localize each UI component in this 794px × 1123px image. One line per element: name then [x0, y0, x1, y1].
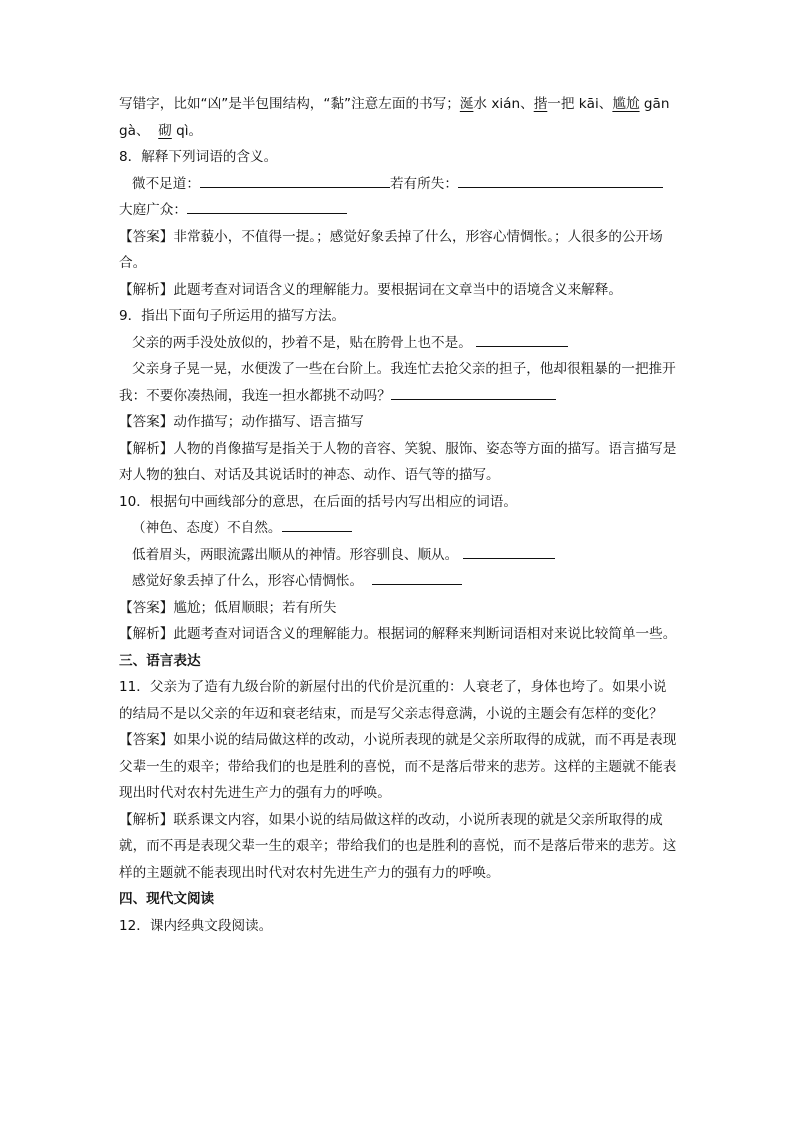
word-xian-pinyin: 水 xián、: [473, 96, 534, 112]
q9-analysis-text: 人物的肖像描写是指关于人物的音容、笑貌、服饰、姿态等方面的描写。语言描写是对人物的独白、对话及其说话时的神态、动作、语气等的描写。: [119, 440, 677, 483]
q8-term2: 若有所失：: [389, 175, 458, 192]
q8-terms-row: [119, 171, 679, 198]
q11-answer: [119, 727, 679, 807]
q11-analysis: [119, 807, 679, 887]
word-kai-pinyin: 一把 kāi、: [547, 96, 613, 112]
q9-s1-text: 父亲的两手没处放似的，抄着不是，贴在胯骨上也不是。: [132, 334, 472, 351]
analysis-tag: 【解析】: [119, 626, 174, 642]
word-qi-pinyin: qì。: [171, 122, 203, 139]
q8-blank2[interactable]: [458, 173, 663, 188]
q10-stem: 10．根据句中画线部分的意思，在后面的括号内写出相应的词语。: [119, 493, 517, 510]
q10-answer-text: 尴尬；低眉顺眼；若有所失: [173, 599, 337, 616]
q10-s1-text: （神色、态度）不自然。: [132, 520, 282, 536]
word-ganga: 尴尬: [612, 96, 640, 112]
document-page: [119, 91, 679, 939]
answer-tag: 【答案】: [119, 732, 174, 748]
q10-s3-text: 感觉好象丢掉了什么，形容心情惆怅。: [132, 573, 364, 589]
q10-sentence3: [119, 568, 679, 595]
q8-blank3[interactable]: [187, 199, 347, 214]
q9-s2-text: 父亲身子晃一晃，水便泼了一些在台阶上。我连忙去抢父亲的担子，他却很粗暴的一把推开我：不要你凑热闹，我连一担水都挑不动吗？: [119, 361, 676, 404]
q9-analysis: [119, 436, 679, 489]
word-kai: 揩: [533, 96, 548, 112]
word-qi: 砌: [158, 122, 172, 139]
q10-analysis: [119, 621, 679, 648]
q8-answer: [119, 224, 679, 277]
analysis-tag: 【解析】: [119, 811, 174, 828]
q8-term3-row: [119, 197, 679, 224]
q9-blank2[interactable]: [391, 385, 556, 400]
section-heading-4: 四、现代文阅读: [119, 891, 215, 907]
q9-sentence2: [119, 356, 679, 409]
q11-analysis-text: 联系课文内容，如果小说的结局做这样的改动，小说所表现的就是父亲所取得的成就，而不再是表现父辈一生的艰辛；带给我们的也是胜利的喜悦，而不是落后带来的悲芳。这样的主题就不能表现出时代对农村先进生产力的强有力的呼唤。: [119, 811, 677, 881]
q9-answer: [119, 409, 679, 436]
intro-text: 写错字，比如“凶”是半包围结构，“黏”注意左面的书写；: [119, 96, 460, 112]
word-xian: 涎: [459, 96, 474, 112]
analysis-tag: 【解析】: [119, 440, 174, 457]
q10-blank1[interactable]: [282, 517, 352, 532]
q9-sentence1: [119, 330, 679, 357]
q9-blank1[interactable]: [476, 332, 568, 347]
q10-analysis-text: 此题考查对词语含义的理解能力。根据词的解释来判断词语相对来说比较简单一些。: [173, 626, 677, 642]
q11-stem: 11．父亲为了造有九级台阶的新屋付出的代价是沉重的：人衰老了，身体也垮了。如果小说的结局不是以父亲的年迈和衰老结束，而是写父亲志得意满，小说的主题会有怎样的变化？: [119, 679, 667, 722]
q8-term1: 微不足道：: [132, 175, 200, 192]
section-heading-3: 三、语言表达: [119, 652, 201, 669]
word-ganga-pinyin-cont: gà、: [119, 122, 150, 139]
answer-tag: 【答案】: [119, 228, 174, 245]
q9-answer-text: 动作描写；动作描写、语言描写: [173, 414, 364, 430]
q8-blank1[interactable]: [200, 173, 390, 188]
q9-stem: 9．指出下面句子所运用的描写方法。: [119, 308, 346, 324]
q10-blank2[interactable]: [463, 544, 555, 559]
q10-answer: [119, 595, 679, 622]
word-ganga-pinyin: gān: [639, 96, 670, 112]
q8-stem: 8．解释下列词语的含义。: [119, 149, 278, 165]
q8-analysis-text: 此题考查对词语含义的理解能力。要根据词在文章当中的语境含义来解释。: [173, 281, 622, 298]
q10-blank3[interactable]: [372, 570, 462, 585]
analysis-tag: 【解析】: [119, 281, 174, 298]
q8-answer-text: 非常藐小，不值得一提。；感觉好象丢掉了什么，形容心情惆怅。；人很多的公开场合。: [119, 228, 663, 271]
q10-sentence1: [119, 515, 679, 542]
q10-s2-text: 低着眉头，两眼流露出顺从的神情。形容驯良、顺从。: [132, 546, 459, 563]
q11-answer-text: 如果小说的结局做这样的改动，小说所表现的就是父亲所取得的成就，而不再是表现父辈一生的艰辛；带给我们的也是胜利的喜悦，而不是落后带来的悲芳。这样的主题就不能表现出时代对农村先进生产力的强有力的呼唤。: [119, 732, 677, 801]
q8-term3: 大庭广众：: [119, 202, 187, 218]
answer-tag: 【答案】: [119, 599, 174, 616]
answer-tag: 【答案】: [119, 414, 174, 430]
intro-paragraph: [119, 91, 679, 144]
q10-sentence2: [119, 542, 679, 569]
q12-stem: 12．课内经典文段阅读。: [119, 917, 273, 934]
q8-analysis: [119, 277, 679, 304]
